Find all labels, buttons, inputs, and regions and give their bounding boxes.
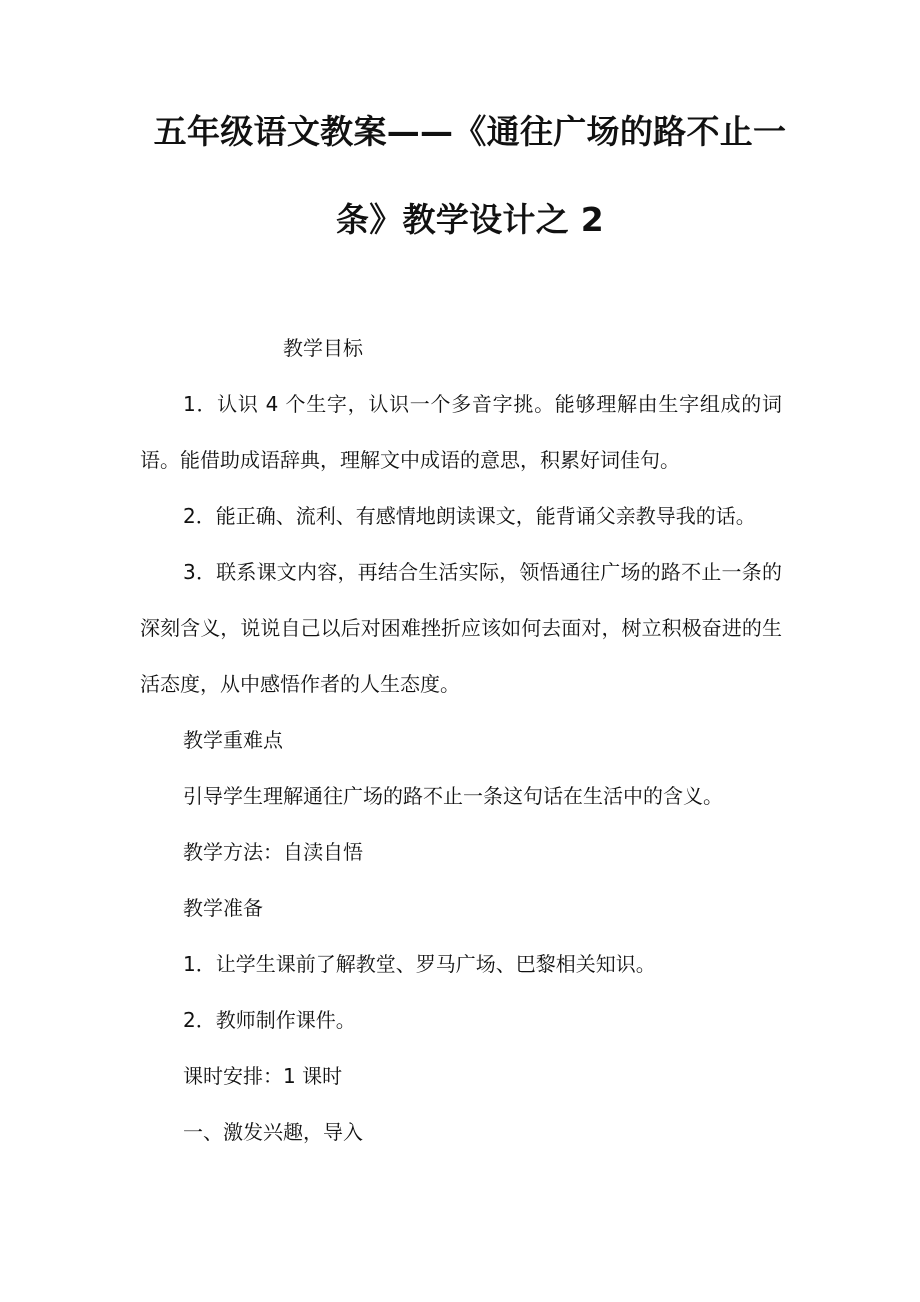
goal-item-2: 2．能正确、流利、有感情地朗读课文，能背诵父亲教导我的话。	[183, 504, 756, 528]
goal-item-1: 1．认识 4 个生字，认识一个多音字挑。能够理解由生字组成的词语。能借助成语辞典，理解文中成语的意思，积累好词佳句。	[140, 392, 782, 472]
heading-preparation: 教学准备	[183, 896, 263, 920]
heading-teaching-goals: 教学目标	[283, 336, 363, 360]
preparation-item-2: 2．教师制作课件。	[183, 1008, 356, 1032]
document-body	[140, 320, 782, 1160]
class-schedule: 课时安排：1 课时	[183, 1064, 343, 1088]
teaching-method: 教学方法：自渎自悟	[183, 840, 363, 864]
goal-item-3: 3．联系课文内容，再结合生活实际，领悟通往广场的路不止一条的深刻含义，说说自己以后对困难挫折应该如何去面对，树立积极奋进的生活态度，从中感悟作者的人生态度。	[140, 560, 782, 696]
heading-key-points: 教学重难点	[183, 728, 283, 752]
document-title-line-1: 五年级语文教案——《通往广场的路不止一	[153, 112, 787, 151]
document-title-line-2: 条》教学设计之 2	[335, 200, 605, 239]
key-points-text: 引导学生理解通往广场的路不止一条这句话在生活中的含义。	[183, 784, 723, 808]
preparation-item-1: 1．让学生课前了解教堂、罗马广场、巴黎相关知识。	[183, 952, 656, 976]
section-heading-1: 一、激发兴趣，导入	[183, 1120, 363, 1144]
